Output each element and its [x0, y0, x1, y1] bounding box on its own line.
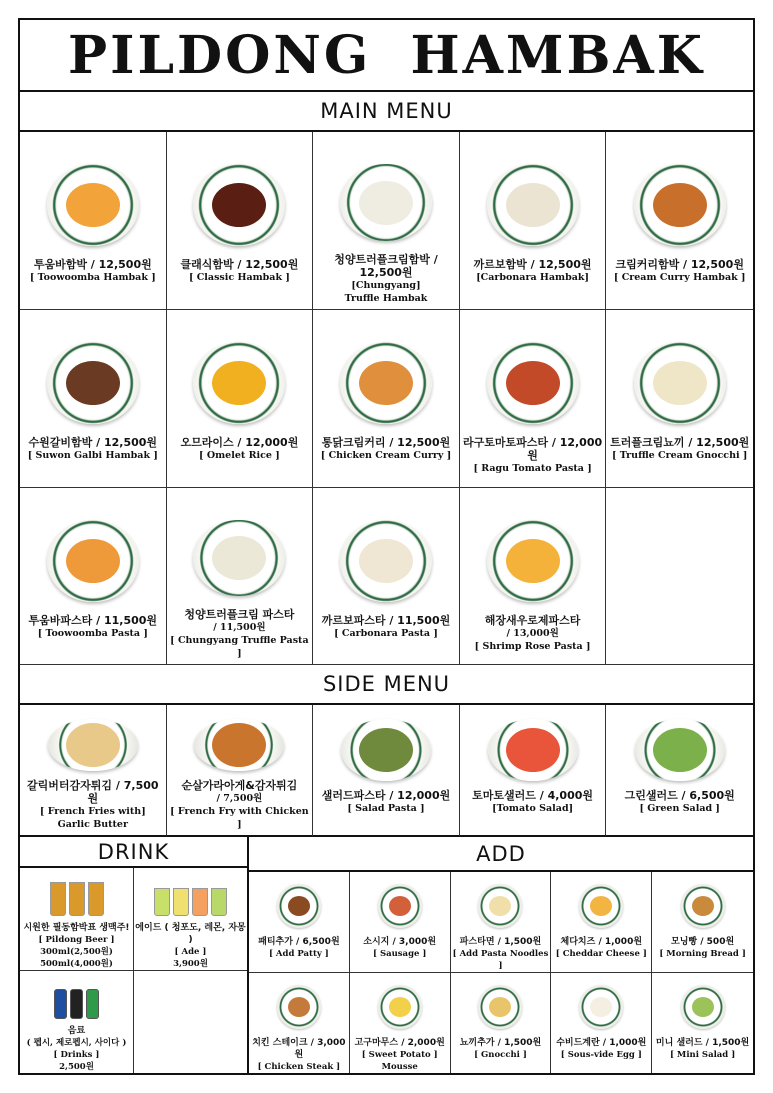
food-image: [212, 183, 266, 227]
food-image: [359, 361, 413, 405]
item-subtitle: [Chungyang]: [351, 280, 421, 291]
item-name: 고구마무스 / 2,000원: [354, 1038, 445, 1048]
glass-icon: [154, 888, 170, 916]
item-subtitle: [ Chicken Cream Curry ]: [320, 450, 452, 461]
dish-image: [635, 719, 725, 781]
dish-image: [634, 342, 726, 424]
glass-icon: [173, 888, 189, 916]
addon-image: [478, 985, 522, 1029]
add-item[interactable]: [249, 973, 350, 1073]
item-subtitle: [ Sausage ]: [372, 949, 427, 959]
dish-image: [193, 342, 285, 424]
item-subtitle: [ Toowoomba Pasta ]: [37, 628, 148, 639]
menu-item[interactable]: [20, 488, 167, 665]
food-image: [66, 361, 120, 405]
food-image: [506, 183, 560, 227]
item-name: 체다치즈 / 1,000원: [560, 937, 643, 947]
drink-line: [ Pildong Beer ]: [38, 935, 115, 945]
drink-section: [20, 837, 249, 1073]
item-name: 클래식함박 / 12,500원: [180, 258, 299, 271]
item-name: 트러플크림뇨끼 / 12,500원: [610, 436, 750, 449]
glass-icon: [88, 882, 104, 916]
item-name: 그린샐러드 / 6,500원: [624, 789, 735, 802]
drink-image: [50, 876, 104, 916]
add-section: [249, 837, 753, 1073]
add-heading: ADD: [249, 837, 753, 872]
add-item[interactable]: [652, 872, 753, 973]
addon-image: [579, 985, 623, 1029]
item-name: 샐러드파스타 / 12,000원: [321, 789, 451, 802]
menu-board: [18, 18, 755, 1075]
food-image: [506, 361, 560, 405]
item-name: 갈릭버터감자튀김 / 7,500원: [27, 779, 159, 805]
dish-image: [48, 719, 138, 771]
empty-cell: [606, 488, 753, 665]
side-item[interactable]: [460, 705, 607, 837]
item-subtitle-2: [ French Fry with Chicken ]: [170, 806, 309, 830]
add-item[interactable]: [451, 973, 552, 1073]
can-icon: [86, 989, 99, 1019]
drink-line: [ Drinks ]: [53, 1050, 100, 1060]
food-image: [692, 896, 714, 916]
menu-item[interactable]: [313, 488, 460, 665]
food-image: [389, 896, 411, 916]
dish-image: [47, 342, 139, 424]
addon-image: [478, 884, 522, 928]
drink-add-area: [20, 837, 753, 1073]
main-menu-grid: [20, 132, 753, 665]
dish-image: [47, 520, 139, 602]
add-item[interactable]: [551, 872, 652, 973]
item-subtitle: [ French Fries with]: [39, 806, 146, 817]
food-image: [288, 997, 310, 1017]
item-subtitle: [ Salad Pasta ]: [347, 803, 425, 814]
item-name: 수비드계란 / 1,000원: [556, 1038, 647, 1048]
item-subtitle: [ Gnocchi ]: [474, 1050, 527, 1060]
item-subtitle: [ Green Salad ]: [639, 803, 720, 814]
item-subtitle: [ Mini Salad ]: [669, 1050, 736, 1060]
food-image: [653, 361, 707, 405]
dish-image: [487, 342, 579, 424]
glass-icon: [192, 888, 208, 916]
item-subtitle-2: [ Chungyang Truffle Pasta ]: [170, 635, 309, 659]
menu-item[interactable]: [606, 132, 753, 310]
drink-line: 음료: [67, 1026, 86, 1036]
item-subtitle: [ Add Patty ]: [268, 949, 329, 959]
item-subtitle: / 7,500원: [216, 793, 263, 804]
drink-line: 시원한 필동함박표 생맥주!: [23, 923, 130, 933]
restaurant-title: PILDONG HAMBAK: [20, 20, 753, 92]
item-subtitle-2: Garlic Butter: [57, 819, 128, 830]
item-name: 모닝빵 / 500원: [671, 937, 735, 947]
drink-line: ( 펩시, 제로펩시, 사이다 ): [26, 1038, 127, 1048]
addon-image: [277, 985, 321, 1029]
drink-line: 2,500원: [59, 1062, 94, 1072]
addon-image: [277, 884, 321, 928]
item-subtitle: [ Omelet Rice ]: [199, 450, 280, 461]
drink-item[interactable]: [20, 971, 134, 1073]
item-name: 청양트러플크림 파스타: [184, 608, 295, 621]
dish-image: [194, 719, 284, 771]
menu-item[interactable]: [606, 310, 753, 488]
glass-icon: [69, 882, 85, 916]
drink-line: 3,900원: [173, 959, 208, 969]
item-name: 투움바함박 / 12,500원: [33, 258, 152, 271]
dish-image: [193, 520, 285, 596]
dish-image: [487, 520, 579, 602]
drink-line: 에이드 ( 청포도, 레몬, 자몽 ): [135, 923, 246, 945]
item-subtitle: [ Suwon Galbi Hambak ]: [27, 450, 158, 461]
dish-image: [487, 164, 579, 246]
empty-cell: [134, 971, 247, 1073]
food-image: [489, 997, 511, 1017]
item-subtitle-2: Truffle Hambak: [344, 293, 428, 304]
item-subtitle-2: Mousse: [381, 1062, 418, 1072]
addon-image: [378, 985, 422, 1029]
item-name: 까르보함박 / 12,500원: [473, 258, 592, 271]
addon-image: [681, 884, 725, 928]
item-name: 수원갈비함박 / 12,500원: [28, 436, 158, 449]
food-image: [212, 361, 266, 405]
menu-item[interactable]: [460, 310, 607, 488]
glass-icon: [50, 882, 66, 916]
item-subtitle: / 13,000원: [506, 628, 559, 639]
item-name: 청양트러플크림함박 / 12,500원: [334, 253, 438, 279]
add-item[interactable]: [249, 872, 350, 973]
item-subtitle: [Tomato Salad]: [492, 803, 574, 814]
menu-item[interactable]: [460, 132, 607, 310]
drink-image: [154, 876, 227, 916]
menu-item[interactable]: [167, 488, 314, 665]
side-item[interactable]: [20, 705, 167, 837]
add-item[interactable]: [350, 872, 451, 973]
drink-line: 300ml(2,500원): [40, 947, 113, 957]
side-menu-heading: SIDE MENU: [20, 665, 753, 705]
food-image: [489, 896, 511, 916]
food-image: [212, 536, 266, 580]
main-menu-heading: MAIN MENU: [20, 92, 753, 132]
menu-item[interactable]: [313, 310, 460, 488]
side-menu-grid: [20, 705, 753, 837]
food-image: [590, 896, 612, 916]
item-name: 치킨 스테이크 / 3,000원: [252, 1038, 346, 1060]
add-item[interactable]: [451, 872, 552, 973]
item-name: 오므라이스 / 12,000원: [180, 436, 299, 449]
item-name: 토마토샐러드 / 4,000원: [472, 789, 594, 802]
item-subtitle: [ Sweet Potato ]: [361, 1050, 438, 1060]
item-name: 뇨끼추가 / 1,500원: [459, 1038, 542, 1048]
item-subtitle: / 11,500원: [213, 622, 266, 633]
item-name: 순살가라아게&감자튀김: [181, 779, 298, 792]
drink-line: [ Ade ]: [174, 947, 207, 957]
add-item[interactable]: [350, 973, 451, 1073]
item-subtitle: [ Ragu Tomato Pasta ]: [473, 463, 592, 474]
food-image: [692, 997, 714, 1017]
dish-image: [193, 164, 285, 246]
item-subtitle-2: [ Shrimp Rose Pasta ]: [474, 641, 591, 652]
food-image: [359, 539, 413, 583]
addon-image: [681, 985, 725, 1029]
glass-icon: [211, 888, 227, 916]
drink-image: [54, 979, 99, 1019]
addon-image: [378, 884, 422, 928]
menu-item[interactable]: [20, 310, 167, 488]
drink-item[interactable]: [20, 868, 134, 971]
food-image: [506, 539, 560, 583]
item-name: 파스타면 / 1,500원: [459, 937, 542, 947]
item-subtitle: [ Morning Bread ]: [659, 949, 746, 959]
addon-image: [579, 884, 623, 928]
drink-heading: DRINK: [20, 837, 247, 868]
item-name: 까르보파스타 / 11,500원: [321, 614, 451, 627]
side-item[interactable]: [167, 705, 314, 837]
item-subtitle: [Carbonara Hambak]: [476, 272, 589, 283]
food-image: [66, 723, 120, 767]
can-icon: [70, 989, 83, 1019]
food-image: [359, 181, 413, 225]
can-icon: [54, 989, 67, 1019]
food-image: [506, 728, 560, 772]
item-name: 미니 샐러드 / 1,500원: [655, 1038, 750, 1048]
food-image: [212, 723, 266, 767]
item-subtitle: [ Chicken Steak ]: [257, 1062, 341, 1072]
food-image: [653, 183, 707, 227]
item-subtitle: [ Add Pasta Noodles ]: [452, 949, 549, 971]
add-item[interactable]: [551, 973, 652, 1073]
food-image: [389, 997, 411, 1017]
side-item[interactable]: [313, 705, 460, 837]
item-name: 해장새우로제파스타: [484, 614, 581, 627]
menu-item[interactable]: [167, 132, 314, 310]
food-image: [359, 728, 413, 772]
item-name: 투움바파스타 / 11,500원: [28, 614, 158, 627]
item-subtitle: [ Truffle Cream Gnocchi ]: [611, 450, 748, 461]
menu-item[interactable]: [313, 132, 460, 310]
item-subtitle: [ Cream Curry Hambak ]: [613, 272, 746, 283]
item-subtitle: [ Toowoomba Hambak ]: [29, 272, 156, 283]
dish-image: [488, 719, 578, 781]
dish-image: [341, 719, 431, 781]
item-name: 통닭크림커리 / 12,500원: [321, 436, 451, 449]
dish-image: [340, 520, 432, 602]
dish-image: [340, 164, 432, 241]
dish-image: [634, 164, 726, 246]
menu-item[interactable]: [167, 310, 314, 488]
item-name: 라구토마토파스타 / 12,000원: [463, 436, 603, 462]
item-name: 패티추가 / 6,500원: [258, 937, 340, 947]
food-image: [653, 728, 707, 772]
add-grid: [249, 872, 753, 1073]
food-image: [66, 183, 120, 227]
item-name: 소시지 / 3,000원: [363, 937, 437, 947]
side-item[interactable]: [606, 705, 753, 837]
drink-item[interactable]: [134, 868, 247, 971]
food-image: [590, 997, 612, 1017]
food-image: [288, 896, 310, 916]
drink-grid: [20, 868, 247, 1073]
item-subtitle: [ Cheddar Cheese ]: [555, 949, 647, 959]
add-item[interactable]: [652, 973, 753, 1073]
menu-item[interactable]: [460, 488, 607, 665]
food-image: [66, 539, 120, 583]
item-subtitle: [ Classic Hambak ]: [188, 272, 290, 283]
item-subtitle: [ Carbonara Pasta ]: [334, 628, 438, 639]
item-name: 크림커리함박 / 12,500원: [615, 258, 744, 271]
item-subtitle: [ Sous-vide Egg ]: [560, 1050, 642, 1060]
dish-image: [47, 164, 139, 246]
drink-line: 500ml(4,000원): [40, 959, 113, 969]
dish-image: [340, 342, 432, 424]
menu-item[interactable]: [20, 132, 167, 310]
